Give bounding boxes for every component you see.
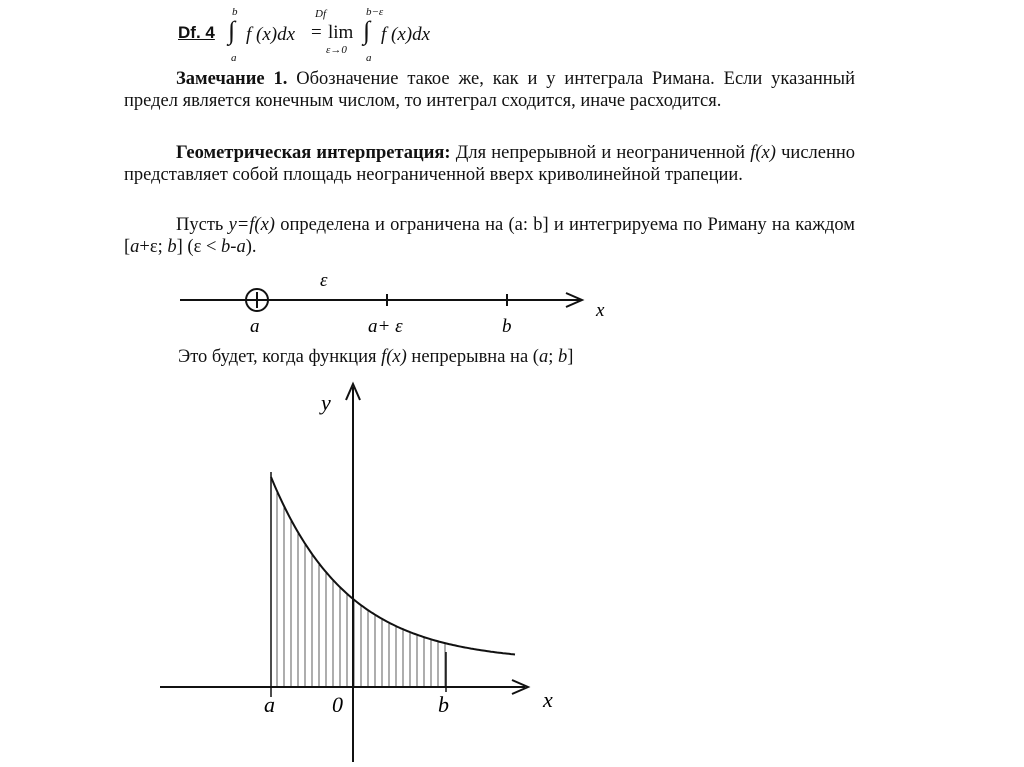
graph-b-label: b bbox=[438, 692, 449, 717]
graph-zero-label: 0 bbox=[332, 692, 343, 717]
let-p4: ] (ε < bbox=[176, 237, 217, 257]
lower-limit-2: a bbox=[366, 52, 372, 64]
number-line bbox=[170, 270, 630, 340]
let-p5: ). bbox=[245, 237, 257, 257]
remark-text: Обозначение такое же, как и у интеграла Римана. Если указанный предел является конечным числом, то интеграл сходится, иначе расходится. bbox=[124, 69, 855, 111]
label-b: b bbox=[502, 316, 512, 337]
integrand-2: f (x)dx bbox=[381, 24, 431, 45]
let-b: b bbox=[167, 237, 177, 257]
geometric-text-2: численно представляет собой площадь неограниченной вверх криволинейной трапеции. bbox=[124, 143, 856, 185]
label-a: a bbox=[250, 316, 260, 337]
limit-subscript: ε→0 bbox=[326, 44, 347, 56]
let-a: a bbox=[130, 237, 140, 257]
let-paragraph bbox=[124, 214, 855, 258]
caption-p2: непрерывна на ( bbox=[411, 347, 539, 367]
definition-mark: Df bbox=[315, 8, 326, 20]
geometric-text-1: Для непрерывной и неограниченной bbox=[455, 143, 746, 163]
caption-p1: Это будет, когда функция bbox=[178, 347, 377, 367]
lower-limit: a bbox=[231, 52, 237, 64]
let-p3: +ε; bbox=[139, 237, 163, 257]
let-b-minus-a: b-a bbox=[221, 237, 246, 257]
geometric-fx: f(x) bbox=[750, 143, 776, 163]
label-a-eps: a+ ε bbox=[368, 316, 403, 337]
caption-b: b bbox=[557, 347, 568, 367]
definition-label: Df. 4 bbox=[178, 23, 215, 42]
definition-formula bbox=[178, 6, 598, 66]
remark-title: Замечание 1. bbox=[176, 69, 288, 89]
caption-fx: f(x) bbox=[381, 347, 407, 367]
integral-sign-2: ∫ bbox=[363, 16, 371, 45]
caption-sep: ; bbox=[548, 347, 554, 367]
geometric-title: Геометрическая интерпретация: bbox=[176, 143, 451, 163]
graph-a-label: a bbox=[264, 692, 275, 717]
caption-p3: ] bbox=[567, 347, 574, 367]
epsilon-label: ε bbox=[320, 270, 328, 291]
hatched-area bbox=[277, 491, 445, 687]
equals-sign: = bbox=[311, 22, 322, 43]
caption-a: a bbox=[538, 347, 549, 367]
upper-limit-2: b−ε bbox=[366, 6, 384, 18]
let-yfx: y=f(x) bbox=[228, 215, 275, 235]
let-p2: определена и ограничена на (a: b] и интегрируема по Риману на каждом [ bbox=[124, 215, 855, 257]
graph-caption bbox=[178, 347, 573, 368]
remark-paragraph bbox=[124, 68, 855, 112]
function-graph bbox=[160, 372, 580, 767]
integral-sign: ∫ bbox=[228, 16, 236, 45]
let-p1: Пусть bbox=[176, 215, 224, 235]
limit-word: lim bbox=[328, 22, 354, 43]
graph-y-label: y bbox=[321, 390, 331, 415]
upper-limit: b bbox=[232, 6, 238, 18]
graph-x-label: x bbox=[543, 687, 553, 712]
integrand: f (x)dx bbox=[246, 24, 296, 45]
geometric-paragraph bbox=[124, 142, 855, 186]
function-curve bbox=[271, 477, 515, 655]
label-x: x bbox=[596, 300, 605, 321]
